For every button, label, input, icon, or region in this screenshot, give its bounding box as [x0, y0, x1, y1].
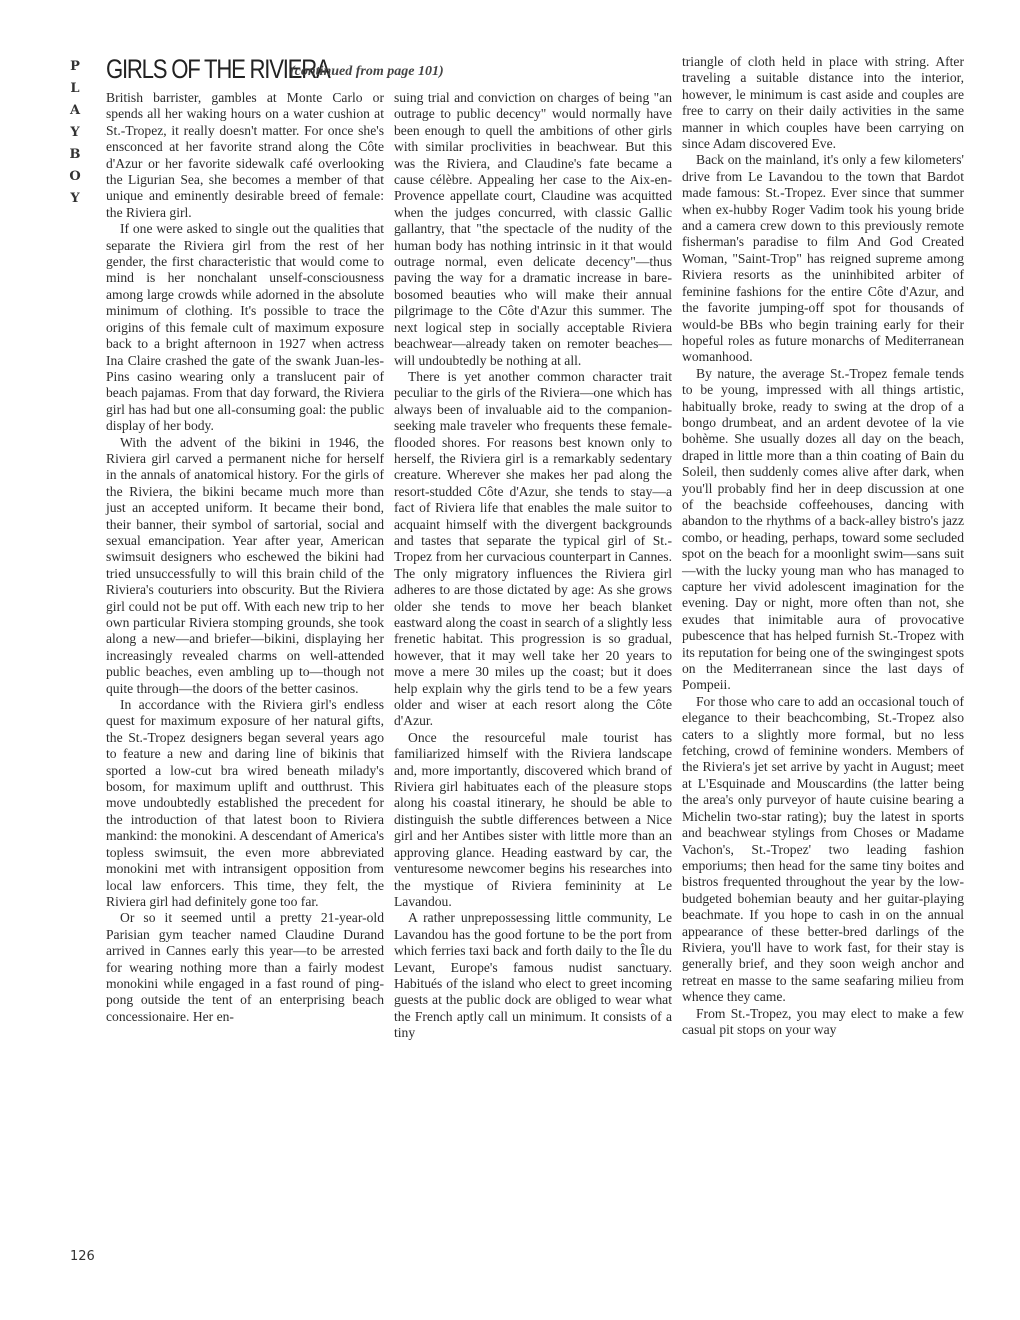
paragraph: triangle of cloth held in place with string. After traveling a suitable distance into the interior, however, le minimum is cast aside and couples are free to carry on their daily activities in the same manner in which couples have been carrying on since Adam discovered Eve. [682, 54, 964, 152]
paragraph: If one were asked to single out the qualities that separate the Riviera girl from the rest of her gender, the first characteristic that would come to mind is her nonchalant unself-consciousness among large crowds while adorned in the absolute minimum of clothing. It's possible to trace the origins of this female cult of maximum exposure back to a bright afternoon in 1927 when actress Ina Claire crashed the gate of the swank Juan-les-Pins casino wearing only a translucent pair of beach pajamas. From that day forward, the Riviera girl has had but one all-consuming goal: the public display of her body. [106, 221, 384, 434]
paragraph: With the advent of the bikini in 1946, the Riviera girl carved a permanent niche for herself in the annals of anatomical history. For the girls of the Riviera, the bikini became much more than just an accepted uniform. It became their bond, their banner, their symbol of sartorial, social and sexual emancipation. Year after year, American swimsuit designers who eschewed the bikini had tried unsuccessfully to will this brain child of the Riviera's couturiers into obscurity. But the Riviera girl could not be put off. With each new trip to her own particular Riviera stomping grounds, she took along a new—and briefer—bikini, displaying her increasingly revealed charms on well-attended public beaches, even ambling up to—though not quite through—the doors of the better casinos. [106, 434, 384, 696]
text-column-3 [682, 54, 964, 1038]
paragraph: suing trial and conviction on charges of being "an outrage to public decency" would normally have been enough to quell the ambitions of other girls with similar proclivities in beachwear. But this was the Riviera, and Claudine's fate became a cause célèbre. Appealing her case to the Aix-en-Provence appellate court, Claudine was acquitted when the judges concurred, with classic Gallic gallantry, that "the spectacle of the nudity of the human body has nothing intrinsic in it that would outrage normal, even delicate decency"—thus paving the way for a dramatic increase in bare-bosomed beauties who will make their annual pilgrimage to the Côte d'Azur this summer. The next logical step in socially acceptable Riviera beachwear—already taken on remoter beaches—will undoubtedly be nothing at all. [394, 90, 672, 368]
magazine-name-vertical [64, 56, 86, 210]
side-letter: Y [70, 125, 80, 140]
paragraph: Back on the mainland, it's only a few kilometers' drive from Le Lavandou to the town that Bardot made famous: St.-Tropez. Ever since that summer when ex-hubby Roger Vadim took his young bride and a camera crew down to this previously remote fisherman's paradise to film And God Created Woman, "Saint-Trop" has reigned supreme among Riviera resorts as the uninhibited arbiter of feminine fashions for the entire Côte d'Azur, and the favorite jumping-off spot for thousands of would-be BBs who begin training early for their hopeful roles as future monarchs of Mediterranean womanhood. [682, 152, 964, 365]
text-column-1 [106, 90, 384, 1025]
article-title: GIRLS OF THE RIVIERA [106, 54, 330, 84]
side-letter: A [69, 103, 81, 118]
text-column-2 [394, 90, 672, 1042]
side-letter: Y [70, 191, 80, 206]
side-letter: P [70, 59, 80, 74]
page-number: 126 [70, 1249, 95, 1264]
paragraph: British barrister, gambles at Monte Carlo or spends all her waking hours on a water cushion at St.-Tropez, it really doesn't matter. For once she's ensconced at her favorite strand along the Côte d'Azur or her favorite sidewalk café overlooking the Ligurian Sea, she becomes a member of that unique and eminently desirable breed of female: the Riviera girl. [106, 90, 384, 220]
continued-note: (continued from page 101) [290, 64, 444, 79]
side-letter: B [69, 147, 81, 162]
paragraph: Once the resourceful male tourist has familiarized himself with the Riviera landscape and, more importantly, discovered which brand of Riviera girl habituates each of the pleasure stops along his coastal itinerary, he should be able to distinguish the subtle differences between a Nice girl and her Antibes sister with little more than an approving glance. Heading eastward by car, the venturesome newcomer begins his researches into the mystique of Riviera femininity at Le Lavandou. [394, 729, 672, 909]
paragraph: For those who care to add an occasional touch of elegance to their beachcombing, St.-Tropez also caters to a slightly more formal, but no less fetching, crowd of feminine wonders. Members of the Riviera's jet set arrive by yacht in August; meet at L'Esquinade and Mouscardins (the latter being the area's only purveyor of haute cuisine bearing a Michelin two-star rating); buy the latest in sports and beachwear stylings from Choses or Madame Vachon's, St.-Tropez' two leading fashion emporiums; then head for the same tiny boites and bistros frequented throughout the year by the low-budgeted bohemian beauty and her guitar-playing beachmate. If you hope to cash in on the annual appearance of these better-bred darlings of the Riviera, you'll have to work fast, for their stay is generally brief, and they soon weigh anchor and retreat en masse to the same seafaring milieu from whence they came. [682, 693, 964, 1005]
side-letter: O [69, 169, 81, 184]
paragraph: From St.-Tropez, you may elect to make a few casual pit stops on your way [682, 1005, 964, 1037]
paragraph: A rather unprepossessing little community, Le Lavandou has the good fortune to be the port from which ferries taxi back and forth daily to the Île du Levant, Europe's famous nudist sanctuary. Habitués of the island who elect to greet incoming guests at the public dock are obliged to wear what the French aptly call un minimum. It consists of a tiny [394, 910, 672, 1041]
paragraph: There is yet another common character trait peculiar to the girls of the Riviera—one which has always been of invaluable aid to the companion-seeking male traveler who frequents these female-flooded shores. For reasons best known only to herself, the Riviera girl is a remarkably sedentary creature. Wherever she makes her pad along the resort-studded Côte d'Azur, she tends to stay—a fact of Riviera life that enables the male suitor to acquaint himself with the divergent backgrounds and tastes that separate the typical girl of St.-Tropez from her curvacious counterpart in Cannes. The only migratory influences the Riviera girl adheres to are those dictated by age: As she grows older she tends to move her beach blanket eastward along the coast in search of a slightly less frenetic habitat. This progression is so gradual, however, that it may well take her 20 years to move a mere 30 miles up the coast; but it does help explain why the girls tend to be a few years older and wiser at each resort along the Côte d'Azur. [394, 368, 672, 729]
article-header [106, 54, 666, 88]
paragraph: Or so it seemed until a pretty 21-year-old Parisian gym teacher named Claudine Durand arrived in Cannes early this year—to be arrested for wearing nothing more than a fairly modest monokini while engaged in a fast round of ping-pong outside the tent of an enterprising beach concessionaire. Her en- [106, 910, 384, 1024]
paragraph: By nature, the average St.-Tropez female tends to be young, impressed with all things artistic, habitually broke, ready to swing at the drop of a bongo drumbeat, and an ardent devotee of la vie bohème. She usually dozes all day on the beach, draped in little more than a thin coating of Bain du Soleil, then suddenly comes alive after dark, when you'll probably find her in deep discussion at one of the beachside coffeehouses, dancing with abandon to the rhythms of a back-alley bistro's jazz combo, or heading, perhaps, toward some secluded spot on the beach for a moonlight swim—sans suit—with the lucky young man who has managed to capture her vivid adolescent imagination for the evening. Day or night, more often than not, she exudes that inimitable aura of provocative pubescence that has helped furnish St.-Tropez with its reputation for being one of the swingingest spots on the Mediterranean since the last days of Pompeii. [682, 365, 964, 693]
side-letter: L [70, 81, 80, 96]
paragraph: In accordance with the Riviera girl's endless quest for maximum exposure of her natural gifts, the St.-Tropez designers began several years ago to feature a new and daring line of bikinis that sported a low-cut bra wired beneath milady's bosom, for maximum uplift and outthrust. This move undoubtedly established the precedent for the introduction of that latest boon to Riviera mankind: the monokini. A descendant of America's topless swimsuit, the even more abbreviated monokini met with intransigent opposition from local law enforcers. This time, they felt, the Riviera girl had definitely gone too far. [106, 697, 384, 909]
